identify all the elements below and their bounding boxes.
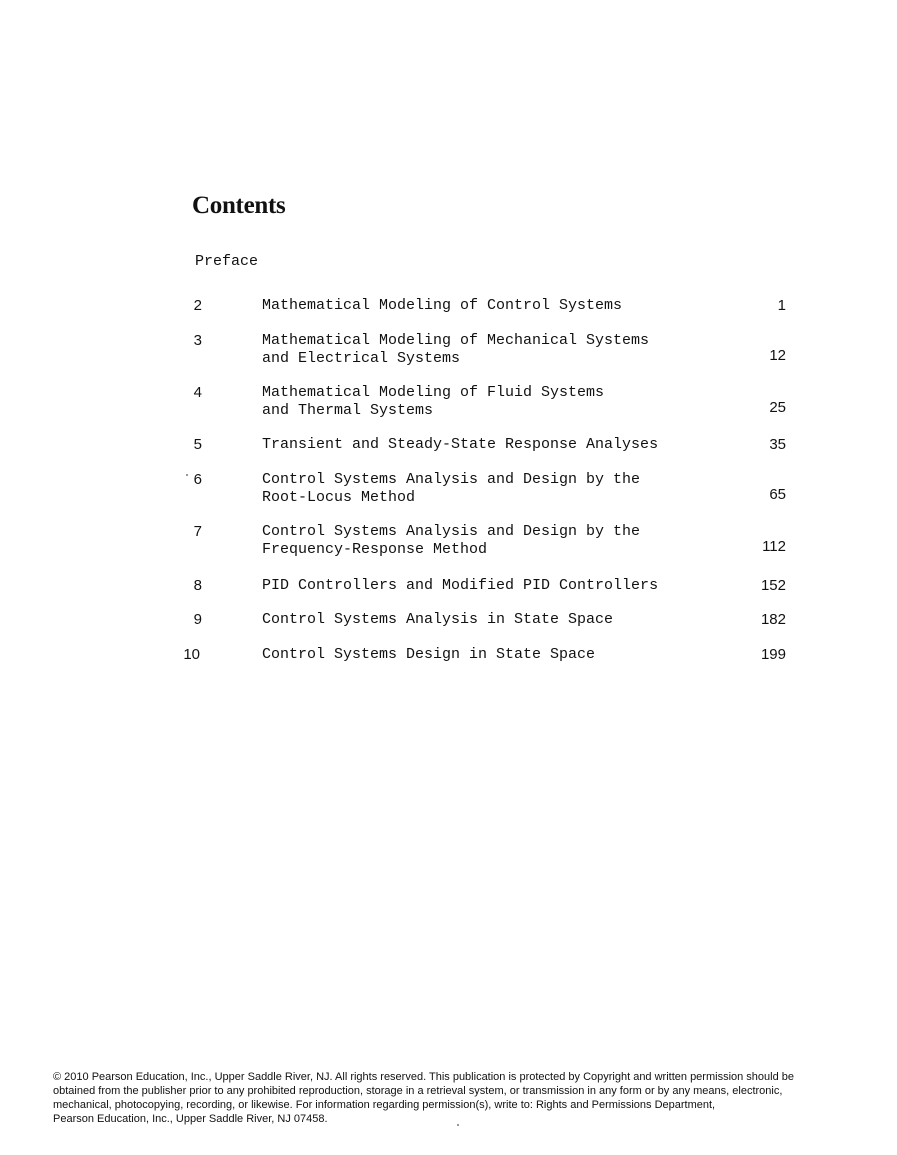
- chapter-title: [262, 646, 732, 664]
- chapter-number: 9: [193, 611, 202, 628]
- chapter-title-line: and Thermal Systems: [262, 402, 434, 419]
- chapter-page-number: 12: [769, 347, 786, 364]
- chapter-title: [262, 611, 732, 629]
- chapter-number: 8: [193, 577, 202, 594]
- chapter-title-line: Root-Locus Method: [262, 489, 416, 506]
- chapter-page-number: 182: [760, 611, 786, 628]
- chapter-title-line: Frequency-Response Method: [262, 541, 488, 558]
- chapter-page-number: 112: [762, 538, 786, 555]
- chapter-title-line: Transient and Steady-State Response Analyses: [262, 436, 659, 453]
- chapter-title: [262, 384, 732, 420]
- chapter-title-line: Control Systems Design in State Space: [262, 646, 596, 663]
- chapter-page-number: 65: [769, 486, 786, 503]
- chapter-page-number: 25: [769, 399, 786, 416]
- chapter-number: 5: [193, 436, 202, 453]
- chapter-title-line: and Electrical Systems: [262, 350, 461, 367]
- chapter-number: 7: [193, 523, 202, 540]
- copyright-line: © 2010 Pearson Education, Inc., Upper Saddle River, NJ. All rights reserved. This publication is protected by Copyright and written permission should be: [53, 1071, 795, 1083]
- chapter-title: [262, 332, 732, 368]
- chapter-title: [262, 471, 732, 507]
- chapter-page-number: 35: [769, 436, 786, 453]
- chapter-number: 2: [193, 297, 202, 314]
- chapter-page-number: 1: [777, 297, 786, 314]
- chapter-number: 6: [193, 471, 202, 488]
- chapter-title-line: Control Systems Analysis and Design by the: [262, 471, 641, 488]
- scan-speck: [457, 1124, 459, 1126]
- chapter-title: [262, 523, 732, 559]
- chapter-page-number: 199: [760, 646, 786, 663]
- chapter-title: [262, 436, 732, 454]
- chapter-title: [262, 577, 732, 595]
- chapter-number: 10: [183, 646, 200, 663]
- chapter-number: 4: [193, 384, 202, 401]
- chapter-title-line: Mathematical Modeling of Control Systems: [262, 297, 623, 314]
- chapter-title-line: PID Controllers and Modified PID Controllers: [262, 577, 659, 594]
- copyright-line: Pearson Education, Inc., Upper Saddle River, NJ 07458.: [53, 1113, 328, 1125]
- copyright-line: obtained from the publisher prior to any prohibited reproduction, storage in a retrieval system, or transmission in any form or by any means, electronic,: [53, 1085, 783, 1097]
- preface-entry: Preface: [195, 253, 259, 270]
- copyright-notice: [53, 1070, 863, 1126]
- contents-heading: Contents: [192, 192, 286, 219]
- chapter-title-line: Mathematical Modeling of Fluid Systems: [262, 384, 605, 401]
- chapter-title: [262, 297, 732, 315]
- chapter-title-line: Control Systems Analysis in State Space: [262, 611, 614, 628]
- scan-speck: [186, 474, 188, 476]
- chapter-page-number: 152: [760, 577, 786, 594]
- chapter-title-line: Control Systems Analysis and Design by the: [262, 523, 641, 540]
- chapter-number: 3: [193, 332, 202, 349]
- copyright-line: mechanical, photocopying, recording, or likewise. For information regarding permission(s), write to: Rights and Permissions Department,: [53, 1099, 716, 1111]
- chapter-title-line: Mathematical Modeling of Mechanical Systems: [262, 332, 650, 349]
